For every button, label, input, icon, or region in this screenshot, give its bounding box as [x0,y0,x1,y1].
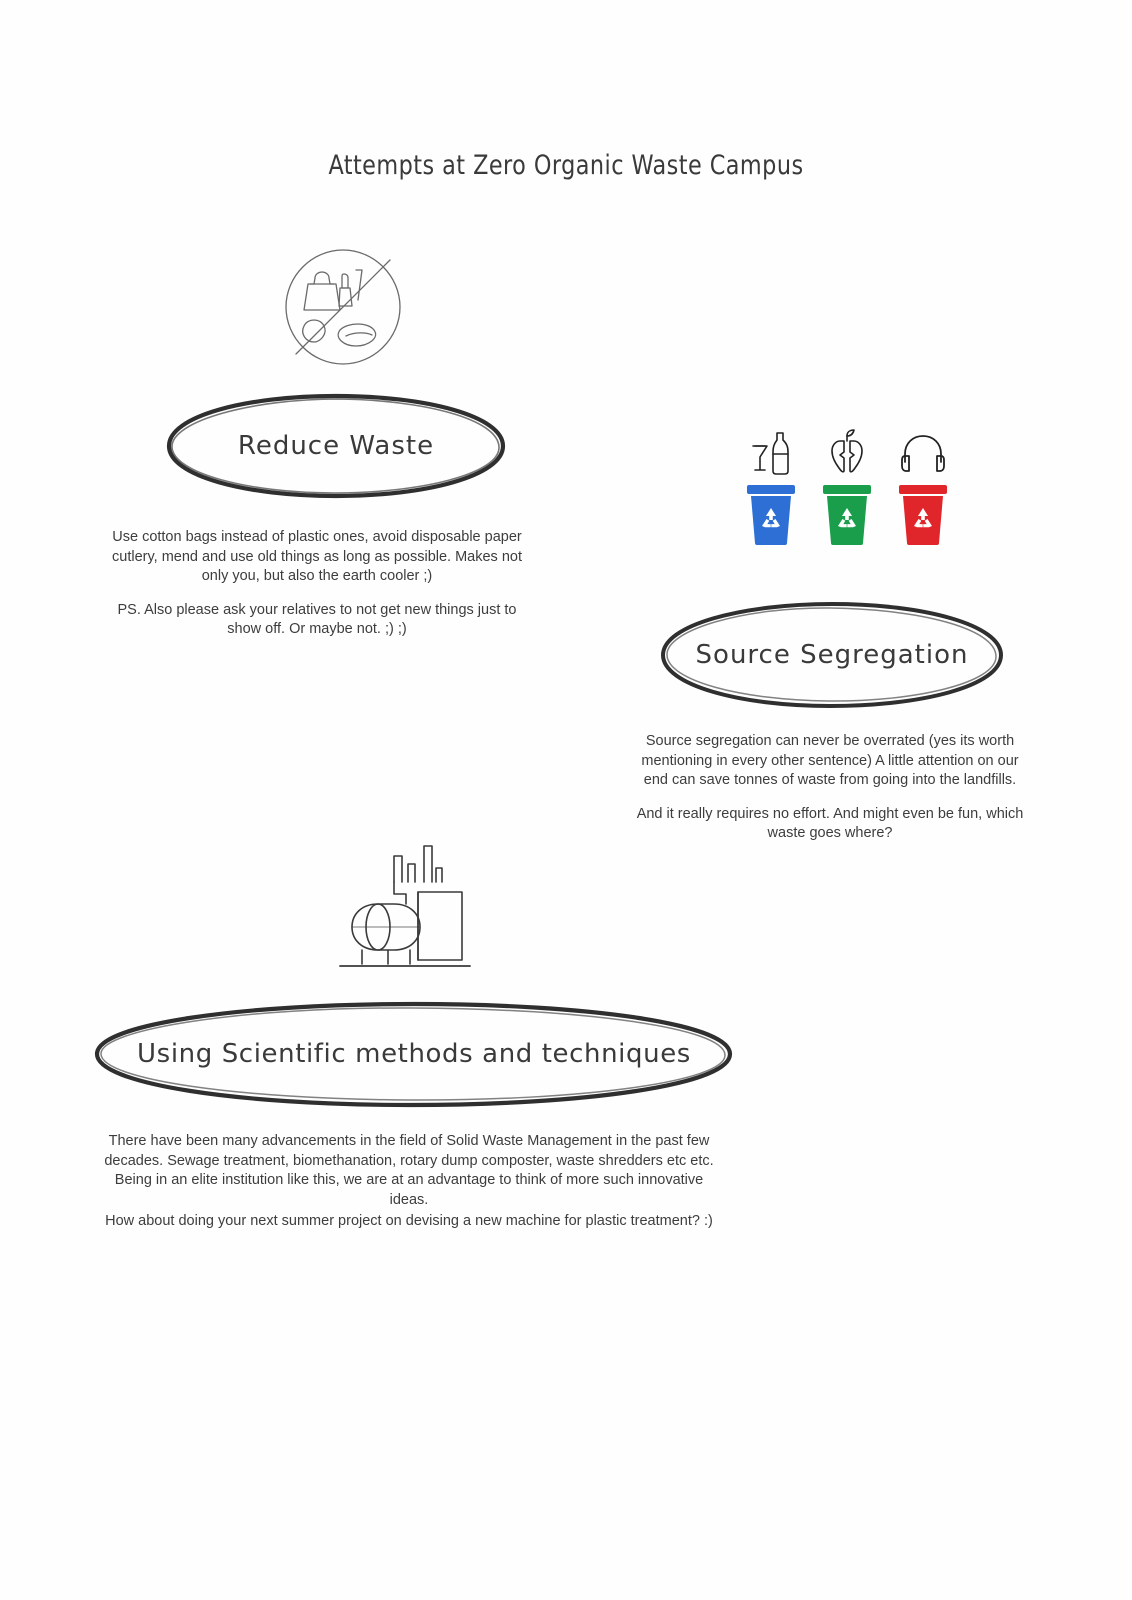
reduce-waste-paragraph-1: Use cotton bags instead of plastic ones, avoid disposable paper cutlery, mend and use old things as long as possible. Makes not only you, but also the earth cooler ;) [112,529,522,585]
page-title: Attempts at Zero Organic Waste Campus [328,150,804,181]
segregation-bins-icon [744,428,950,546]
bin-red [896,428,950,546]
source-segregation-paragraph-2: And it really requires no effort. And might even be fun, which waste goes where? [636,805,1024,842]
reduce-waste-heading: Reduce Waste [237,430,435,461]
bin-body-green [820,482,874,546]
headphones-icon [900,428,946,476]
source-segregation-paragraph-1: Source segregation can never be overrated (yes its worth mentioning in every other sentence) A little attention on our end can save tonnes of waste from going into the landfills. [641,733,1019,789]
bin-body-blue [744,482,798,546]
reduce-waste-text [108,528,526,640]
bin-green [820,428,874,546]
scientific-methods-paragraph-2: How about doing your next summer project on devising a new machine for plastic treatment? :) [105,1213,713,1230]
reduce-waste-heading-bubble [162,392,510,500]
reduce-waste-paragraph-2: PS. Also please ask your relatives to not get new things just to show off. Or maybe not. ;) ;) [117,601,517,638]
plastic-bag-ban-icon [284,248,402,366]
factory-plant-icon [332,842,476,974]
scientific-methods-text [98,1132,720,1232]
bin-body-red [896,482,950,546]
source-segregation-heading: Source Segregation [695,639,969,670]
scientific-methods-paragraph-1: There have been many advancements in the field of Solid Waste Management in the past few decades. Sewage treatment, biomethanation, rotary dump composter, waste shredders etc etc. Being in an elite institution like this, we are at an advantage to think of more such innovative ideas. [104,1133,714,1208]
source-segregation-heading-bubble [658,600,1006,710]
bottle-glass-icon [750,428,792,476]
scientific-methods-heading-bubble [92,1000,736,1108]
source-segregation-text [628,732,1032,844]
apple-core-icon [828,428,866,476]
scientific-methods-heading: Using Scientific methods and techniques [137,1038,691,1069]
bin-blue [744,428,798,546]
